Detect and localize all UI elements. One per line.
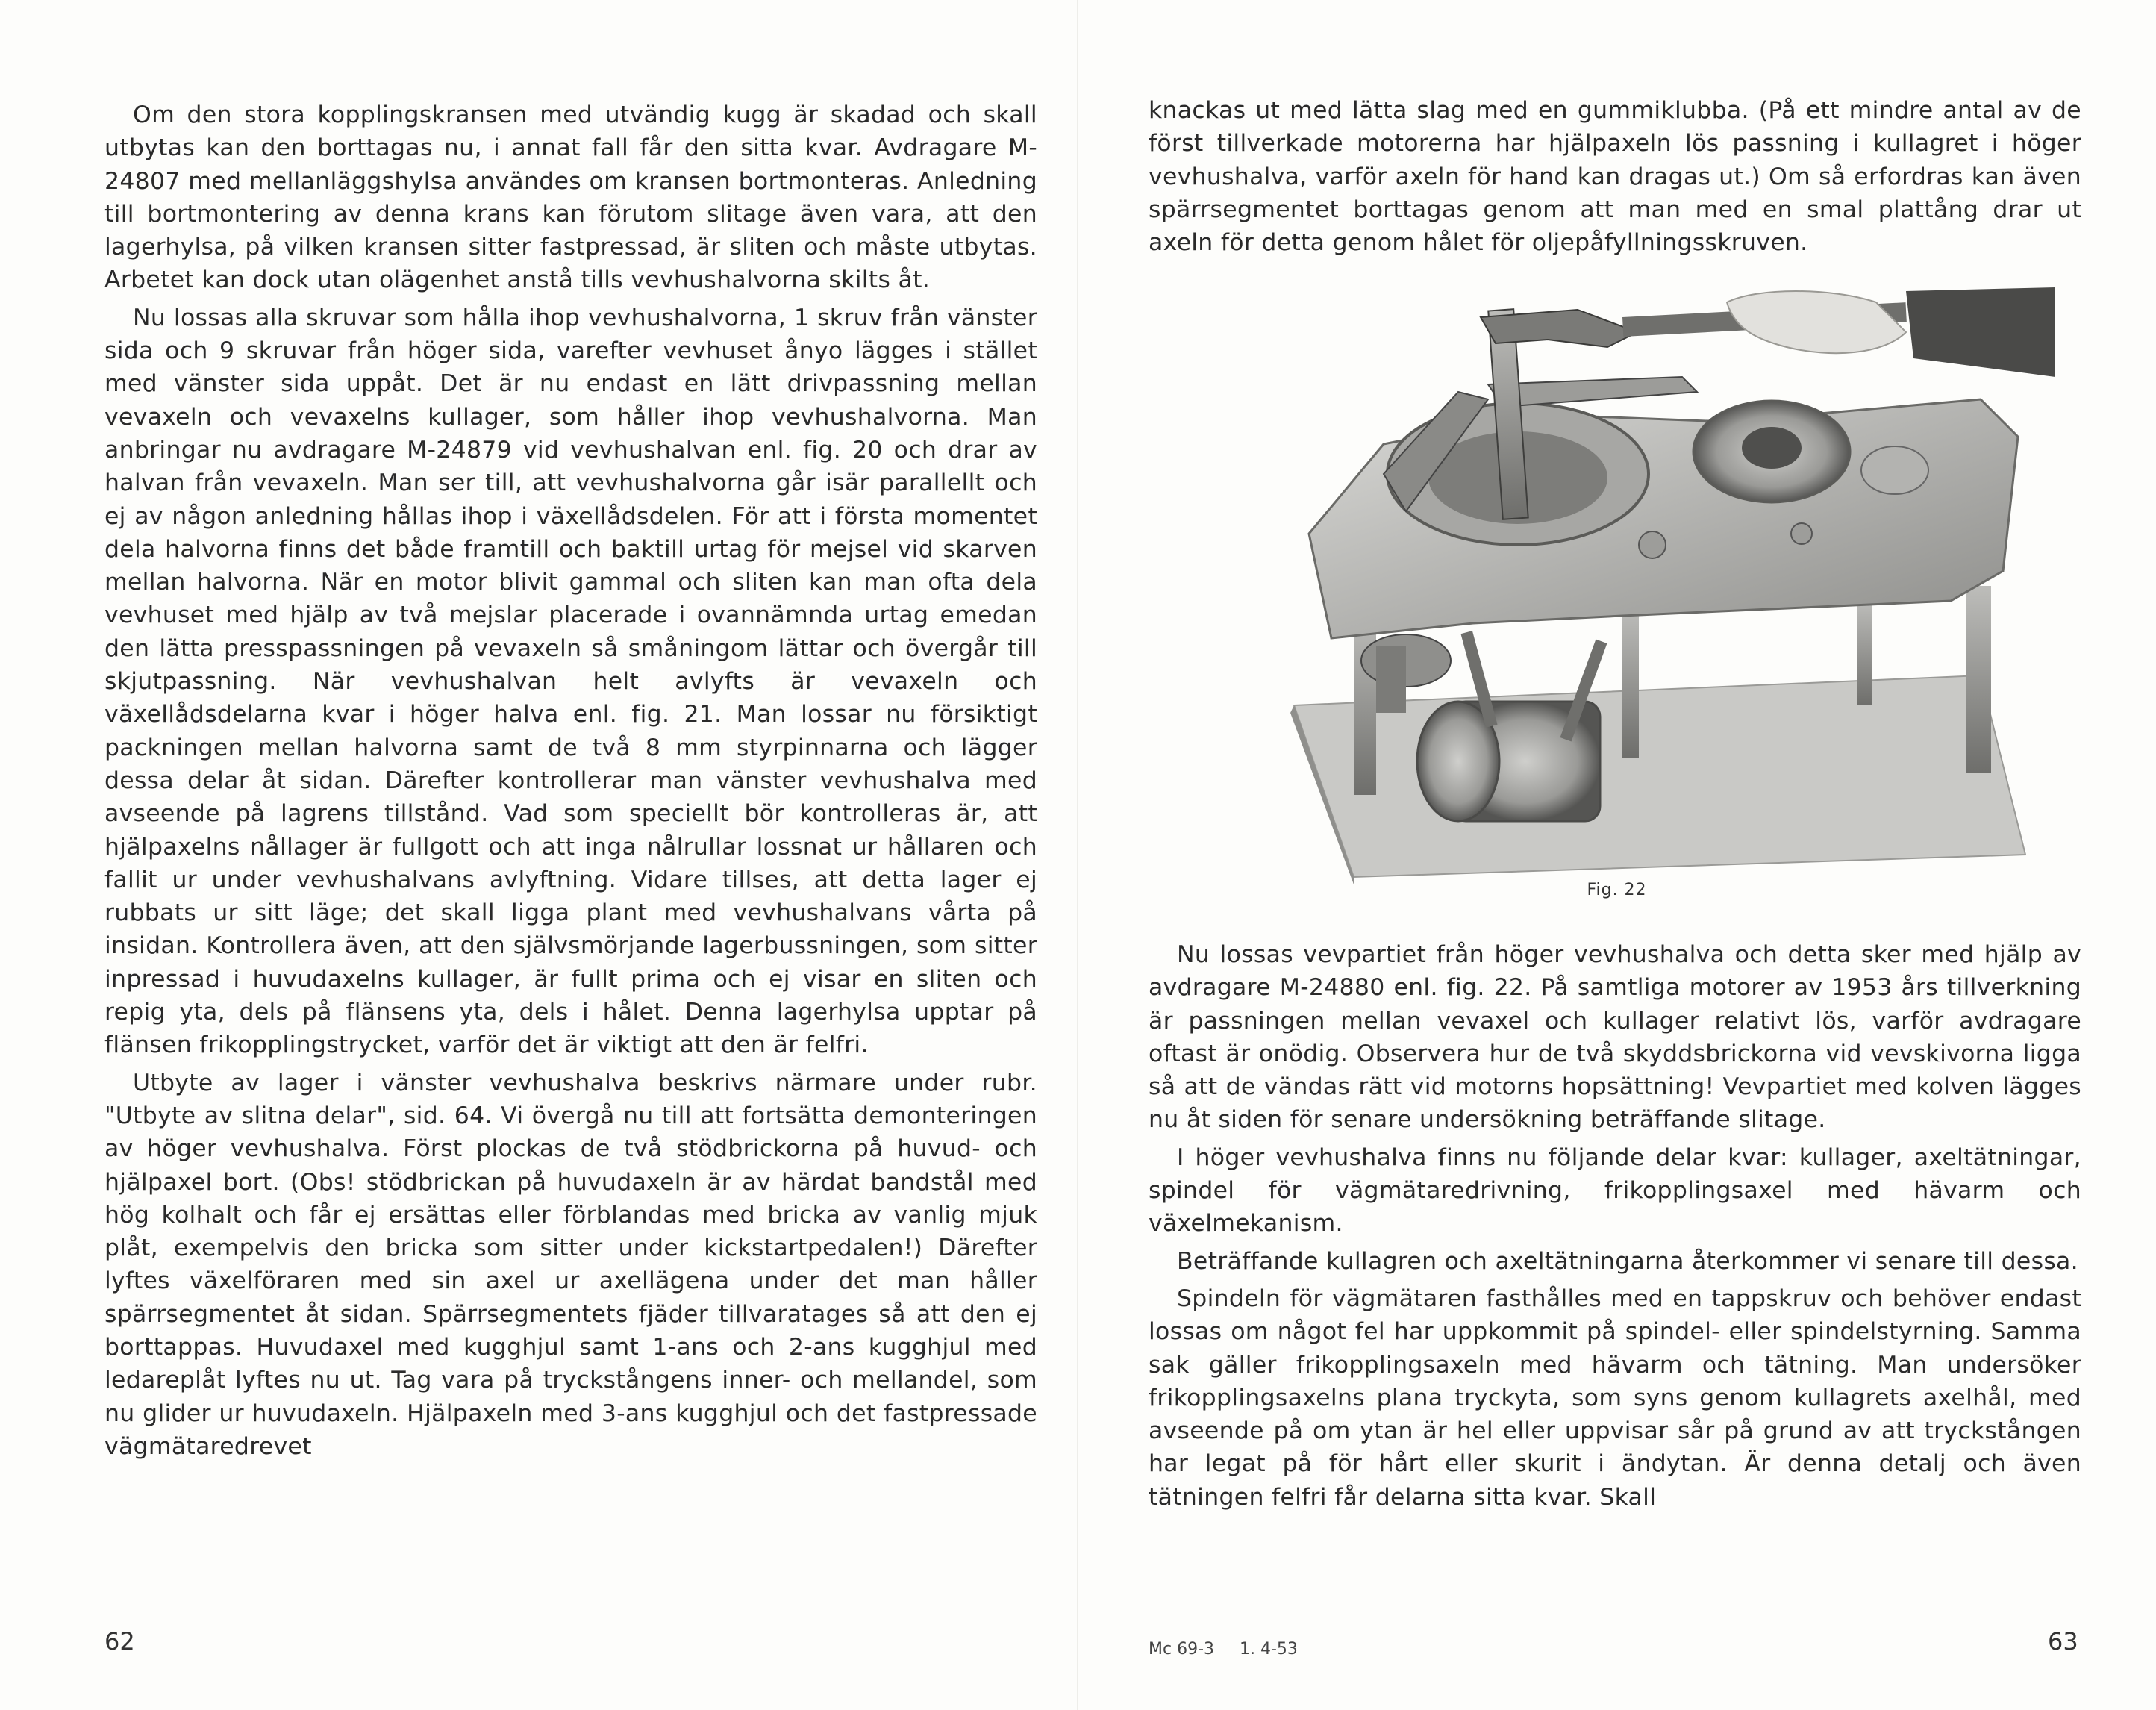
engine-puller-illustration xyxy=(1160,287,2055,884)
footer-print-code xyxy=(1149,1640,1323,1658)
right-paragraph-1: Nu lossas vevpartiet från höger vevhushalva och detta sker med hjälp av avdragare M-24880 enl. fig. 22. På samtliga motorer av 1953 års tillverkning är passningen mellan vevaxel och kullager relativt lös, varför avdragare oftast är onödig. Observera hur de två skyddsbrickorna vid vevskivorna ligga så att de vändas rätt vid motorns hopsättning! Vevpartiet med kolven lägges nu åt siden för senare undersökning beträffande slitage. xyxy=(1149,941,2081,1134)
footer-date: 1. 4-53 xyxy=(1240,1640,1298,1658)
right-page-top-text xyxy=(1149,94,2081,263)
right-paragraph-3: Beträffande kullagren och axeltätningarna återkommer vi senare till dessa. xyxy=(1177,1247,2078,1275)
left-page-text xyxy=(104,99,1037,1467)
right-paragraph-2: I höger vevhushalva finns nu följande delar kvar: kullager, axeltätningar, spindel för vägmätaredrivning, frikopplingsaxel med hävarm och växelmekanism. xyxy=(1149,1143,2081,1238)
left-paragraph-1: Om den stora kopplingskransen med utvändig kugg är skadad och skall utbytas kan den borttagas nu, i annat fall får den sitta kvar. Avdragare M-24807 med mellanläggshylsa användes om kransen bortmonteras. Anledning till bortmontering av denna krans kan förutom slitage även vara, att den lagerhylsa, på vilken kransen sitter fastpressad, är sliten och måste utbytas. Arbetet kan dock utan olägenhet anstå tills vevhushalvorna skilts åt. xyxy=(104,102,1037,294)
left-paragraph-2: Nu lossas alla skruvar som hålla ihop vevhushalvorna, 1 skruv från vänster sida och 9 skruvar från höger sida, varefter vevhuset ånyo lägges i stället med vänster sida uppåt. Det är nu endast en lätt drivpassning mellan vevaxeln och vevaxelns kullager, som håller ihop vevhushalvorna. Man anbringar nu avdragare M-24879 vid vevhushalvan enl. fig. 20 och drar av halvan från vevaxeln. Man ser till, att vevhushalvorna går isär parallellt och ej av någon anledning hållas ihop i växellådsdelen. För att i första momentet dela halvorna finns det både framtill och baktill urtag för mejsel vid skarven mellan halvorna. När en motor blivit gammal och sliten kan man ofta dela vevhuset med hjälp av två mejslar placerade i ovannämnda urtag emedan den lätta presspassningen på vevaxeln så småningom lättar och övergår till skjutpassning. När vevhushalvan helt avlyfts är vevaxeln och växellådsdelarna kvar i höger halva enl. fig. 21. Man lossar nu försiktigt packningen mellan halvorna samt de två 8 mm styrpinnarna och lägger dessa delar åt sidan. Därefter kontrollerar man vänster vevhushalva med avseende på lagrens tillstånd. Vad som speciellt bör kontrolleras är, att hjälpaxelns nållager är fullgott och att inga nålrullar lossnat ur hållaren och fallit ur under vevhushalvans avlyftning. Vidare tillses, att detta lager ej rubbats ur sitt läge; det skall ligga plant med vevhushalvans vårta på insidan. Kontrollera även, att den självsmörjande lagerbussningen, som sitter inpressad i huvudaxelns kullager, är fullt prima och ej visar en sliten och repig yta, dels på flänsens yta, dels i hålet. Denna lagerhylsa upptar på flänsen frikopplingstrycket, varför det är viktigt att den är felfri. xyxy=(104,304,1037,1059)
figure-caption: Fig. 22 xyxy=(1587,881,1647,899)
footer-code: Mc 69-3 xyxy=(1149,1640,1214,1658)
left-paragraph-3: Utbyte av lager i vänster vevhushalva beskrivs närmare under rubr. "Utbyte av slitna delar", sid. 64. Vi övergå nu till att fortsätta demonteringen av höger vevhushalva. Först plockas de två stödbrickorna på huvud- och hjälpaxel bort. (Obs! stödbrickan på huvudaxeln är av härdat bandstål med hög kolhalt och får ej ersättas eller förblandas med bricka av vanlig mjuk plåt, exempelvis den bricka som sitter under kickstartpedalen!) Därefter lyftes växelföraren med sin axel ur axellägena under det man håller spärrsegmentet åt sidan. Spärrsegmentets fjäder tillvaratages så att den ej borttappas. Huvudaxel med kugghjul samt 1-ans och 2-ans kugghjul med ledareplåt lyftes nu ut. Tag vara på tryckstångens inner- och mellandel, som nu glider ur huvudaxeln. Hjälpaxeln med 3-ans kugghjul och det fastpressade vägmätaredrevet xyxy=(104,1069,1037,1460)
page-number-right: 63 xyxy=(2048,1627,2078,1656)
right-paragraph-continued: knackas ut med lätta slag med en gummiklubba. (På ett mindre antal av de först tillverkade motorerna har hjälpaxeln lös passning i kullagret i höger vevhushalva, varför axeln för hand kan dragas ut.) Om så erfordras kan även spärrsegmentet borttagas genom att man med en smal plattång drar ut axeln för detta genom hålet för oljepåfyllningsskruven. xyxy=(1149,97,2081,257)
right-paragraph-4: Spindeln för vägmätaren fasthålles med en tappskruv och behöver endast lossas om något fel har uppkommit på spindel- eller spindelstyrning. Samma sak gäller frikopplingsaxeln med hävarm och tätning. Man undersöker frikopplingsaxelns plana tryckyta, som syns genom kullagrets axelhål, med avseende på om ytan är hel eller uppvisar sår på grund av att tryckstången har legat på för hårt eller skurit i ändytan. Är denna detalj och även tätningen felfri får delarna sitta kvar. Skall xyxy=(1149,1285,2081,1511)
page-number-left: 62 xyxy=(104,1627,135,1656)
right-page xyxy=(1078,0,2156,1710)
figure-22-photo xyxy=(1160,287,2055,884)
right-page-bottom-text xyxy=(1149,938,2081,1518)
